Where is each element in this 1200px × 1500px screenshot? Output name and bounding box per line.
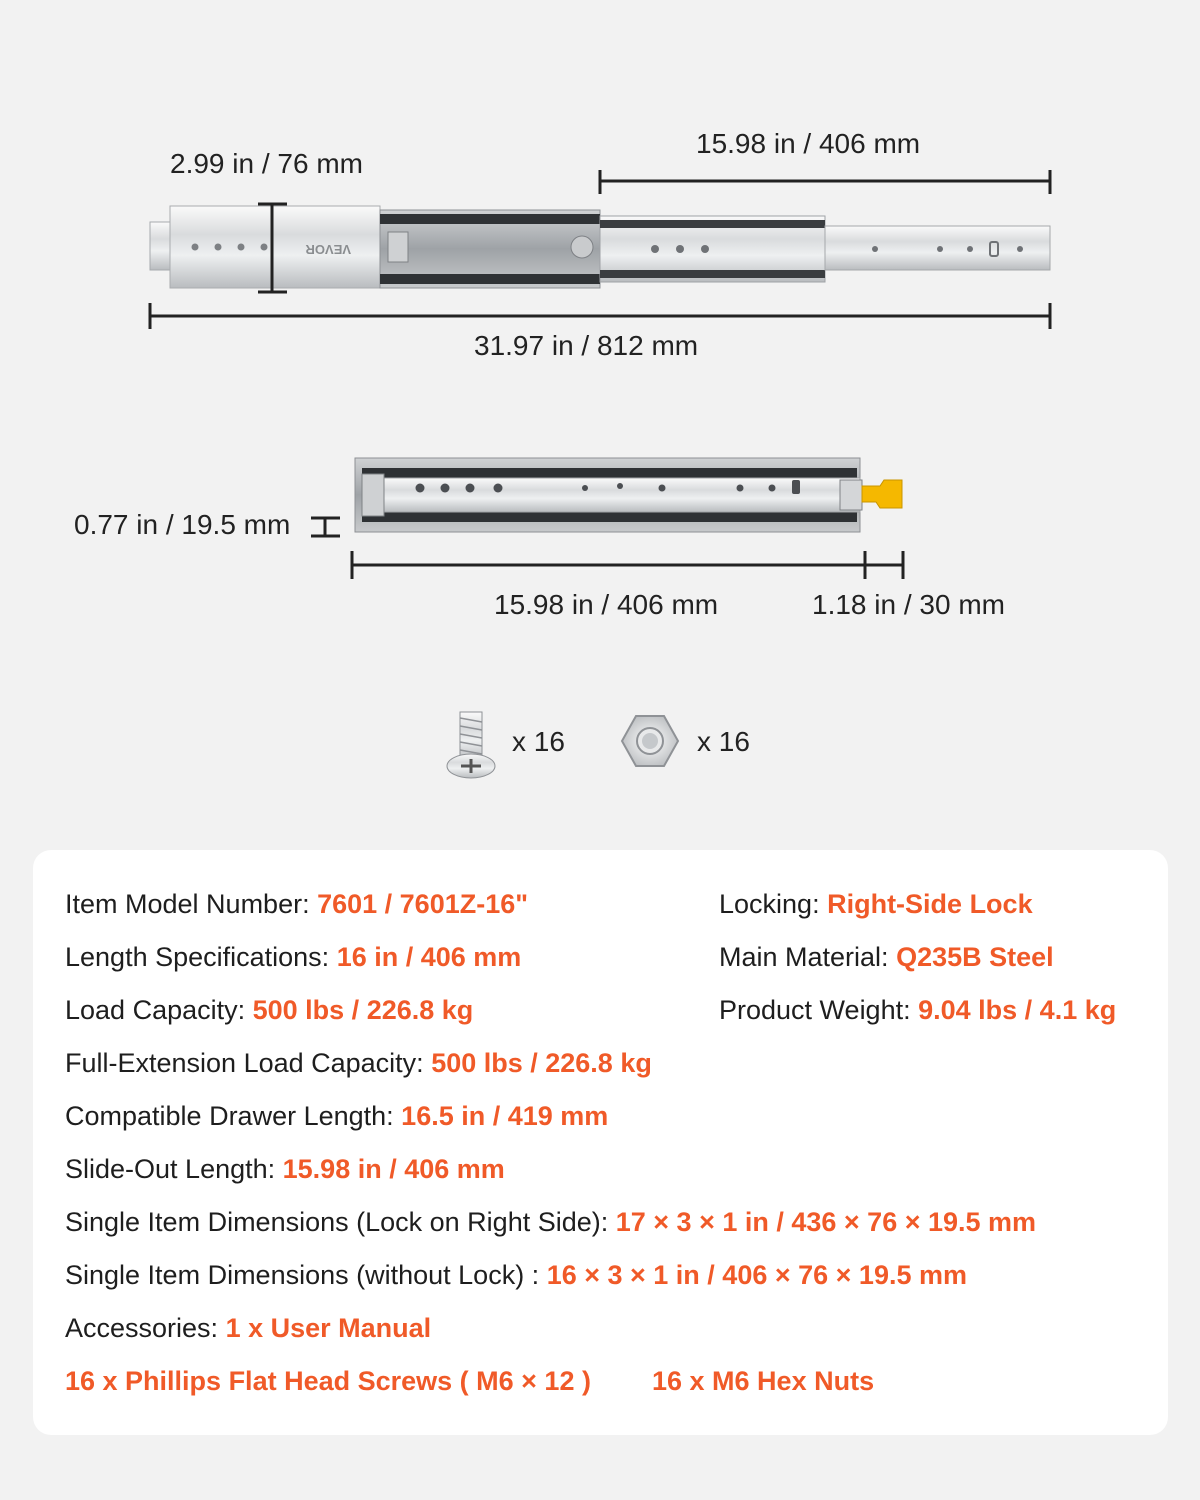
screw-icon xyxy=(447,712,495,778)
height-dimension-label: 2.99 in / 76 mm xyxy=(170,148,363,179)
spec-length-specifications xyxy=(65,942,521,973)
spec-accessories-extra xyxy=(65,1366,591,1397)
nut-count: x 16 xyxy=(697,726,750,757)
spec-value: Q235B Steel xyxy=(896,942,1054,972)
spec-main-material xyxy=(719,942,1054,973)
spec-value-nuts: 16 x M6 Hex Nuts xyxy=(652,1366,875,1396)
extension-dimension-line xyxy=(600,170,1050,194)
spec-dimensions-without-lock xyxy=(65,1260,967,1291)
total-length-dimension-line xyxy=(150,303,1050,329)
thickness-dimension-line xyxy=(311,518,340,536)
spec-label: Single Item Dimensions (without Lock) : xyxy=(65,1260,547,1290)
spec-accessories xyxy=(65,1313,431,1344)
spec-value: 17 × 3 × 1 in / 436 × 76 × 19.5 mm xyxy=(615,1207,1037,1237)
spec-compatible-drawer-length xyxy=(65,1101,608,1132)
spec-label: Main Material: xyxy=(719,942,897,972)
extension-dimension-label: 15.98 in / 406 mm xyxy=(696,128,921,159)
spec-value: 16.5 in / 419 mm xyxy=(401,1101,609,1131)
total-length-dimension-label: 31.97 in / 812 mm xyxy=(474,330,699,361)
spec-locking xyxy=(719,889,1033,920)
spec-label: Locking: xyxy=(719,889,828,919)
spec-value-screws: 16 x Phillips Flat Head Screws ( M6 × 12 ) xyxy=(65,1366,591,1396)
closed-length-dimension-line xyxy=(352,551,903,579)
spec-label: Single Item Dimensions (Lock on Right Side): xyxy=(65,1207,616,1237)
screw-count: x 16 xyxy=(512,726,565,757)
spec-value: Right-Side Lock xyxy=(827,889,1033,919)
spec-value: 16 in / 406 mm xyxy=(336,942,522,972)
spec-label: Full-Extension Load Capacity: xyxy=(65,1048,432,1078)
spec-label: Product Weight: xyxy=(719,995,919,1025)
spec-value: 16 × 3 × 1 in / 406 × 76 × 19.5 mm xyxy=(546,1260,967,1290)
specification-card xyxy=(33,850,1168,1435)
spec-full-extension-load xyxy=(65,1048,652,1079)
spec-label: Accessories: xyxy=(65,1313,226,1343)
extended-slide xyxy=(150,206,1050,288)
spec-model-number xyxy=(65,889,528,920)
hex-nut-icon xyxy=(622,716,678,766)
spec-label: Length Specifications: xyxy=(65,942,337,972)
spec-label: Compatible Drawer Length: xyxy=(65,1101,402,1131)
spec-value: 15.98 in / 406 mm xyxy=(282,1154,505,1184)
spec-slide-out-length xyxy=(65,1154,505,1185)
spec-accessories-extra-nuts xyxy=(652,1366,874,1397)
spec-value: 1 x User Manual xyxy=(225,1313,432,1343)
spec-product-weight xyxy=(719,995,1116,1026)
spec-value: 7601 / 7601Z-16" xyxy=(317,889,529,919)
spec-label: Slide-Out Length: xyxy=(65,1154,283,1184)
closed-slide xyxy=(355,458,902,532)
spec-load-capacity xyxy=(65,995,473,1026)
spec-label: Load Capacity: xyxy=(65,995,253,1025)
thickness-dimension-label: 0.77 in / 19.5 mm xyxy=(74,509,291,540)
spec-value: 9.04 lbs / 4.1 kg xyxy=(918,995,1117,1025)
spec-value: 500 lbs / 226.8 kg xyxy=(431,1048,652,1078)
spec-value: 500 lbs / 226.8 kg xyxy=(252,995,474,1025)
lock-length-dimension-label: 1.18 in / 30 mm xyxy=(812,589,1005,620)
brand-mark: VEVOR xyxy=(305,242,351,257)
spec-label: Item Model Number: xyxy=(65,889,318,919)
spec-dimensions-with-lock xyxy=(65,1207,1036,1238)
closed-length-dimension-label: 15.98 in / 406 mm xyxy=(494,589,719,620)
